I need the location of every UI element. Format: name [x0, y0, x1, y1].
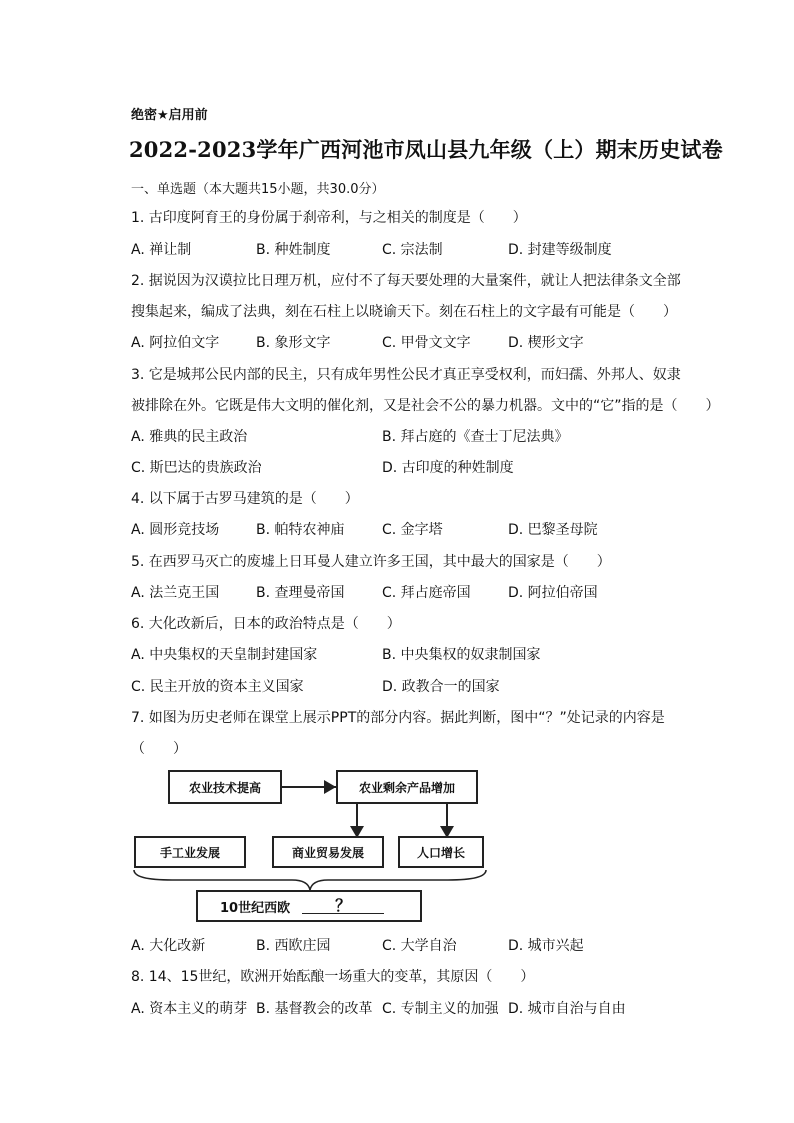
q5-option-d[interactable]: D. 阿拉伯帝国: [508, 585, 598, 601]
q6-option-b[interactable]: B. 中央集权的奴隶制国家: [382, 647, 541, 663]
question-4-stem: 4. 以下属于古罗马建筑的是（ ）: [131, 491, 359, 507]
q7-option-c[interactable]: C. 大学自治: [382, 938, 457, 954]
q8-option-d[interactable]: D. 城市自治与自由: [508, 1001, 626, 1017]
q4-option-b[interactable]: B. 帕特农神庙: [256, 522, 345, 538]
question-6-stem: 6. 大化改新后，日本的政治特点是（ ）: [131, 616, 401, 632]
q6-option-a[interactable]: A. 中央集权的天皇制封建国家: [131, 647, 318, 663]
q3-option-a[interactable]: A. 雅典的民主政治: [131, 429, 248, 445]
q8-option-b[interactable]: B. 基督教会的改革: [256, 1001, 373, 1017]
q5-option-b[interactable]: B. 查理曼帝国: [256, 585, 345, 601]
q5-option-c[interactable]: C. 拜占庭帝国: [382, 585, 471, 601]
q2-option-b[interactable]: B. 象形文字: [256, 335, 331, 351]
diagram-box-agri-surplus: 农业剩余产品增加: [336, 770, 478, 804]
q1-option-d[interactable]: D. 封建等级制度: [508, 242, 612, 258]
q6-option-c[interactable]: C. 民主开放的资本主义国家: [131, 679, 304, 695]
diagram-box-conclusion: [196, 890, 422, 922]
conclusion-prefix: 10世纪西欧: [220, 900, 291, 916]
exam-title: 2022-2023学年广西河池市凤山县九年级（上）期末历史试卷: [129, 137, 723, 162]
question-7-stem-line-1: 7. 如图为历史老师在课堂上展示PPT的部分内容。据此判断，图中“？”处记录的内容是: [131, 710, 665, 726]
question-2-stem-line-2: 搜集起来，编成了法典，刻在石柱上以晓谕天下。刻在石柱上的文字最有可能是（ ）: [131, 304, 677, 320]
question-5-stem: 5. 在西罗马灭亡的废墟上日耳曼人建立许多王国，其中最大的国家是（ ）: [131, 554, 611, 570]
q4-option-a[interactable]: A. 圆形竞技场: [131, 522, 220, 538]
q1-option-a[interactable]: A. 禅让制: [131, 242, 192, 258]
q4-option-c[interactable]: C. 金字塔: [382, 522, 443, 538]
q8-option-c[interactable]: C. 专制主义的加强: [382, 1001, 499, 1017]
q3-option-d[interactable]: D. 古印度的种姓制度: [382, 460, 514, 476]
question-8-stem: 8. 14、15世纪，欧洲开始酝酿一场重大的变革，其原因（ ）: [131, 969, 535, 985]
q2-option-a[interactable]: A. 阿拉伯文字: [131, 335, 220, 351]
q4-option-d[interactable]: D. 巴黎圣母院: [508, 522, 598, 538]
diagram-box-population: 人口增长: [398, 836, 484, 868]
conclusion-blank: ？: [302, 899, 384, 914]
q7-option-a[interactable]: A. 大化改新: [131, 938, 206, 954]
q7-option-b[interactable]: B. 西欧庄园: [256, 938, 331, 954]
q3-option-c[interactable]: C. 斯巴达的贵族政治: [131, 460, 262, 476]
confidential-label: 绝密★启用前: [131, 108, 208, 123]
curly-brace-icon: [132, 868, 488, 892]
flow-diagram: [128, 764, 488, 926]
q2-option-d[interactable]: D. 楔形文字: [508, 335, 584, 351]
arrow-head-icon: [324, 780, 336, 794]
q7-option-d[interactable]: D. 城市兴起: [508, 938, 584, 954]
q3-option-b[interactable]: B. 拜占庭的《查士丁尼法典》: [382, 429, 569, 445]
diagram-box-trade: 商业贸易发展: [272, 836, 384, 868]
question-3-stem-line-2: 被排除在外。它既是伟大文明的催化剂，又是社会不公的暴力机器。文中的“它”指的是（ ）: [131, 398, 720, 414]
q2-option-c[interactable]: C. 甲骨文文字: [382, 335, 471, 351]
question-1-stem: 1. 古印度阿育王的身份属于刹帝利，与之相关的制度是（ ）: [131, 210, 527, 226]
q5-option-a[interactable]: A. 法兰克王国: [131, 585, 220, 601]
q8-option-a[interactable]: A. 资本主义的萌芽: [131, 1001, 248, 1017]
question-7-stem-line-2: （ ）: [131, 741, 187, 757]
section-heading: 一、单选题（本大题共15小题，共30.0分）: [131, 182, 385, 197]
question-3-stem-line-1: 3. 它是城邦公民内部的民主，只有成年男性公民才真正享受权利，而妇孺、外邦人、奴隶: [131, 367, 681, 383]
q6-option-d[interactable]: D. 政教合一的国家: [382, 679, 500, 695]
diagram-box-handicraft: 手工业发展: [134, 836, 246, 868]
q1-option-b[interactable]: B. 种姓制度: [256, 242, 331, 258]
q1-option-c[interactable]: C. 宗法制: [382, 242, 443, 258]
question-2-stem-line-1: 2. 据说因为汉谟拉比日理万机，应付不了每天要处理的大量案件，就让人把法律条文全部: [131, 273, 681, 289]
diagram-box-agri-tech: 农业技术提高: [168, 770, 282, 804]
